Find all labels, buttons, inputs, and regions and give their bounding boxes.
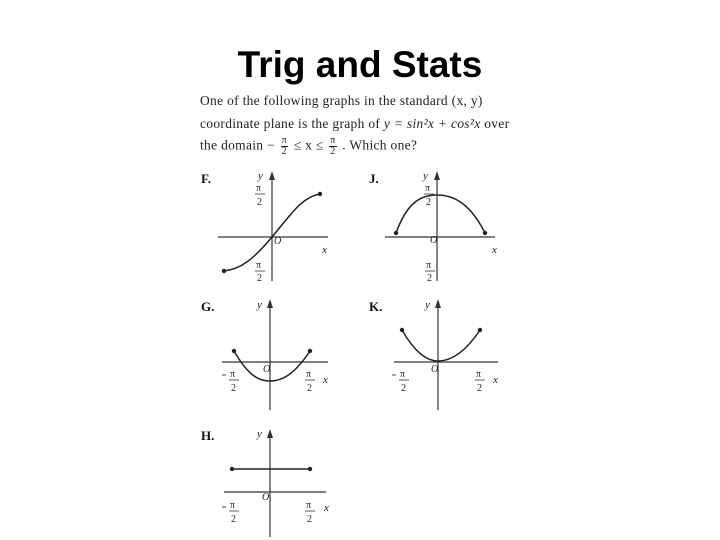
y-axis-label: y [258,170,263,182]
curve [402,330,480,361]
endpoint [308,467,312,471]
option-h-label: H. [201,428,215,443]
endpoint [230,467,234,471]
y-axis-arrow [269,171,275,180]
option-g-label: G. [201,299,215,314]
fraction-pi-over-2: $\frac{\pi}{2}$ [281,135,287,157]
y-axis-arrow [267,429,273,438]
two-label: 2 [401,383,406,394]
y-axis-arrow [435,299,441,308]
y-axis-arrow [434,171,440,180]
option-j-label: J. [369,171,379,186]
x-axis-label: x [492,244,497,256]
question-line-3 [200,136,417,157]
pi-label: π [230,500,236,511]
option-f-label: F. [201,171,211,186]
question-line-2 [200,116,509,132]
x-axis-label: x [323,374,328,386]
pi-label: π [306,500,312,511]
curve [396,195,485,233]
curve [234,351,310,381]
pi-label: π [426,260,432,271]
two-label: 2 [427,273,432,284]
endpoint [318,192,322,196]
two-label: 2 [426,197,431,208]
two-label: 2 [257,197,262,208]
endpoint [222,269,226,273]
option-g-graph[interactable] [210,295,350,415]
two-label: 2 [231,514,236,525]
origin-label: O [430,235,438,246]
y-axis-label: y [423,170,428,182]
pi-label: π [306,369,312,380]
y-axis-label: y [425,299,430,311]
question-line-2-start: coordinate plane is the graph of [200,116,381,131]
origin-label: O [263,364,271,375]
question-line-1: One of the following graphs in the standard (x, y) [200,93,483,108]
two-label: 2 [231,383,236,394]
endpoint [308,349,312,353]
two-label: 2 [257,273,262,284]
endpoint [478,328,482,332]
question-domain-middle: ≤ x ≤ [293,137,324,153]
x-axis-label: x [324,502,329,514]
fraction-pi-over-2: $\frac{\pi}{2}$ [330,135,336,157]
origin-label: O [262,492,270,503]
two-label: 2 [307,514,312,525]
origin-label: O [274,236,282,247]
pi-label: π [256,260,262,271]
endpoint [232,349,236,353]
pi-label: π [230,369,236,380]
endpoint [394,231,398,235]
x-axis-label: x [322,244,327,256]
y-axis-arrow [267,299,273,308]
option-k-label: K. [369,299,383,314]
endpoint [483,231,487,235]
option-j-graph[interactable] [375,165,520,285]
pi-label: π [400,369,406,380]
two-label: 2 [477,383,482,394]
x-axis-label: x [493,374,498,386]
question-domain-suffix: . Which one? [342,137,418,153]
question-equation: y = sin²x + cos²x [383,116,481,131]
question-line-2-end: over [484,116,510,131]
option-f-graph[interactable] [210,165,350,285]
origin-label: O [431,364,439,375]
endpoint [400,328,404,332]
y-axis-label: y [257,428,262,440]
option-h-graph[interactable] [210,423,350,540]
slide-title: Trig and Stats [237,44,483,85]
two-label: 2 [307,383,312,394]
y-axis-label: y [257,299,262,311]
option-k-graph[interactable] [380,295,520,415]
question-domain-prefix: the domain − [200,137,275,153]
pi-label: π [256,183,262,194]
pi-label: π [425,183,431,194]
pi-label: π [476,369,482,380]
